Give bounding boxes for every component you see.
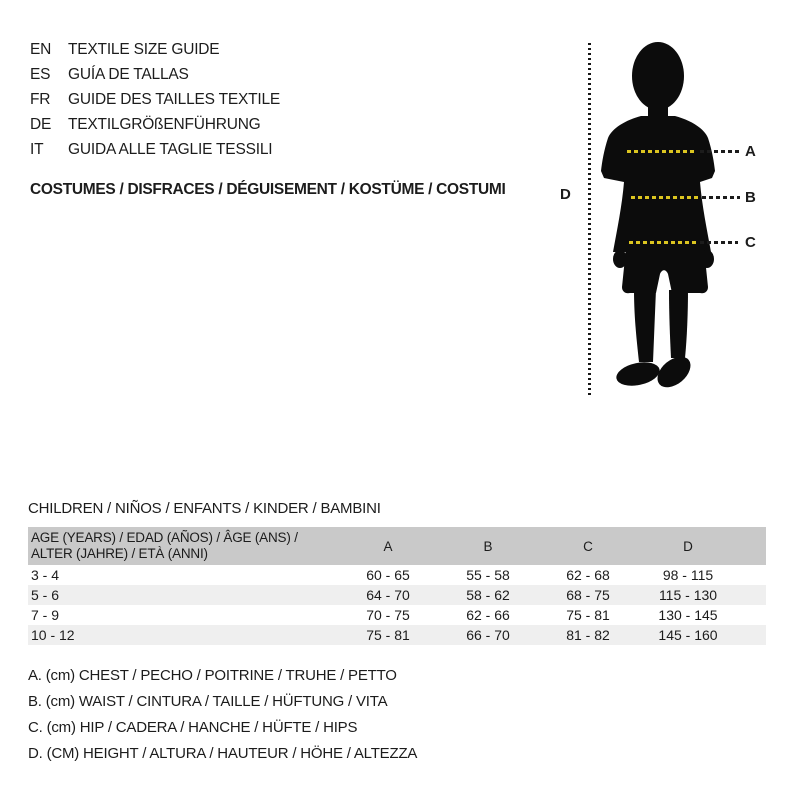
lang-row-en	[30, 38, 280, 63]
age-cell: 3 - 4	[31, 567, 60, 583]
hip-dash-leader	[700, 241, 738, 244]
lang-code: IT	[30, 140, 44, 158]
chest-cell: 75 - 81	[366, 627, 410, 643]
chest-dash-on-body	[627, 150, 697, 153]
waist-cell: 66 - 70	[466, 627, 510, 643]
legend-line-chest: A. (cm) CHEST / PECHO / POITRINE / TRUHE / PETTO	[28, 667, 397, 684]
age-cell: 7 - 9	[31, 607, 60, 623]
age-cell: 10 - 12	[31, 627, 75, 643]
column-header-d: D	[683, 538, 693, 554]
child-silhouette	[596, 38, 736, 398]
chest-dash-leader	[700, 150, 739, 153]
lang-row-fr	[30, 88, 280, 113]
language-title-list	[30, 38, 280, 162]
height-dotted-line	[588, 43, 591, 395]
hip-cell: 81 - 82	[566, 627, 610, 643]
age-cell: 5 - 6	[31, 587, 60, 603]
waist-cell: 55 - 58	[466, 567, 510, 583]
chest-cell: 60 - 65	[366, 567, 410, 583]
waist-dash-on-body	[631, 196, 700, 199]
legend-line-waist: B. (cm) WAIST / CINTURA / TAILLE / HÜFTUNG / VITA	[28, 693, 388, 710]
age-header-line1: AGE (YEARS) / EDAD (AÑOS) / ÂGE (ANS) /	[31, 530, 298, 545]
column-header-c: C	[583, 538, 593, 554]
size-table	[28, 527, 766, 645]
lang-title: GUÍA DE TALLAS	[68, 66, 189, 84]
lang-title: TEXTILGRÖßENFÜHRUNG	[68, 115, 261, 133]
table-section-title: CHILDREN / NIÑOS / ENFANTS / KINDER / BAMBINI	[28, 500, 381, 517]
waist-cell: 62 - 66	[466, 607, 510, 623]
chest-measure-label-a: A	[745, 143, 756, 160]
lang-title: GUIDA ALLE TAGLIE TESSILI	[68, 140, 273, 158]
lang-title: GUIDE DES TAILLES TEXTILE	[68, 90, 281, 108]
hip-cell: 68 - 75	[566, 587, 610, 603]
lang-row-it	[30, 137, 280, 162]
lang-row-es	[30, 63, 280, 88]
table-row	[28, 585, 766, 605]
lang-row-de	[30, 112, 280, 137]
chest-cell: 70 - 75	[366, 607, 410, 623]
lang-title: TEXTILE SIZE GUIDE	[68, 41, 220, 59]
age-header-line2: ALTER (JAHRE) / ETÀ (ANNI)	[31, 546, 208, 561]
lang-code: EN	[30, 41, 52, 59]
height-cell: 115 - 130	[658, 587, 718, 603]
table-header-row	[28, 527, 766, 565]
measure-legend	[28, 663, 417, 767]
height-measure-label-d: D	[560, 186, 571, 203]
waist-dash-leader	[702, 196, 740, 199]
lang-code: DE	[30, 115, 52, 133]
table-row	[28, 565, 766, 585]
height-cell: 145 - 160	[658, 627, 718, 643]
height-cell: 130 - 145	[658, 607, 718, 623]
chest-cell: 64 - 70	[366, 587, 410, 603]
hip-cell: 62 - 68	[566, 567, 610, 583]
hip-cell: 75 - 81	[566, 607, 610, 623]
lang-code: ES	[30, 66, 51, 84]
table-row	[28, 625, 766, 645]
age-column-header	[28, 530, 338, 562]
column-header-b: B	[483, 538, 493, 554]
waist-cell: 58 - 62	[466, 587, 510, 603]
legend-line-hip: C. (cm) HIP / CADERA / HANCHE / HÜFTE / HIPS	[28, 719, 358, 736]
waist-measure-label-b: B	[745, 189, 756, 206]
table-row	[28, 605, 766, 625]
column-header-a: A	[383, 538, 393, 554]
hip-measure-label-c: C	[745, 234, 756, 251]
category-title: COSTUMES / DISFRACES / DÉGUISEMENT / KOSTÜME / COSTUMI	[30, 181, 506, 198]
hip-dash-on-body	[629, 241, 697, 244]
legend-line-height: D. (CM) HEIGHT / ALTURA / HAUTEUR / HÖHE / ALTEZZA	[28, 745, 418, 762]
height-cell: 98 - 115	[662, 567, 714, 583]
lang-code: FR	[30, 90, 51, 108]
